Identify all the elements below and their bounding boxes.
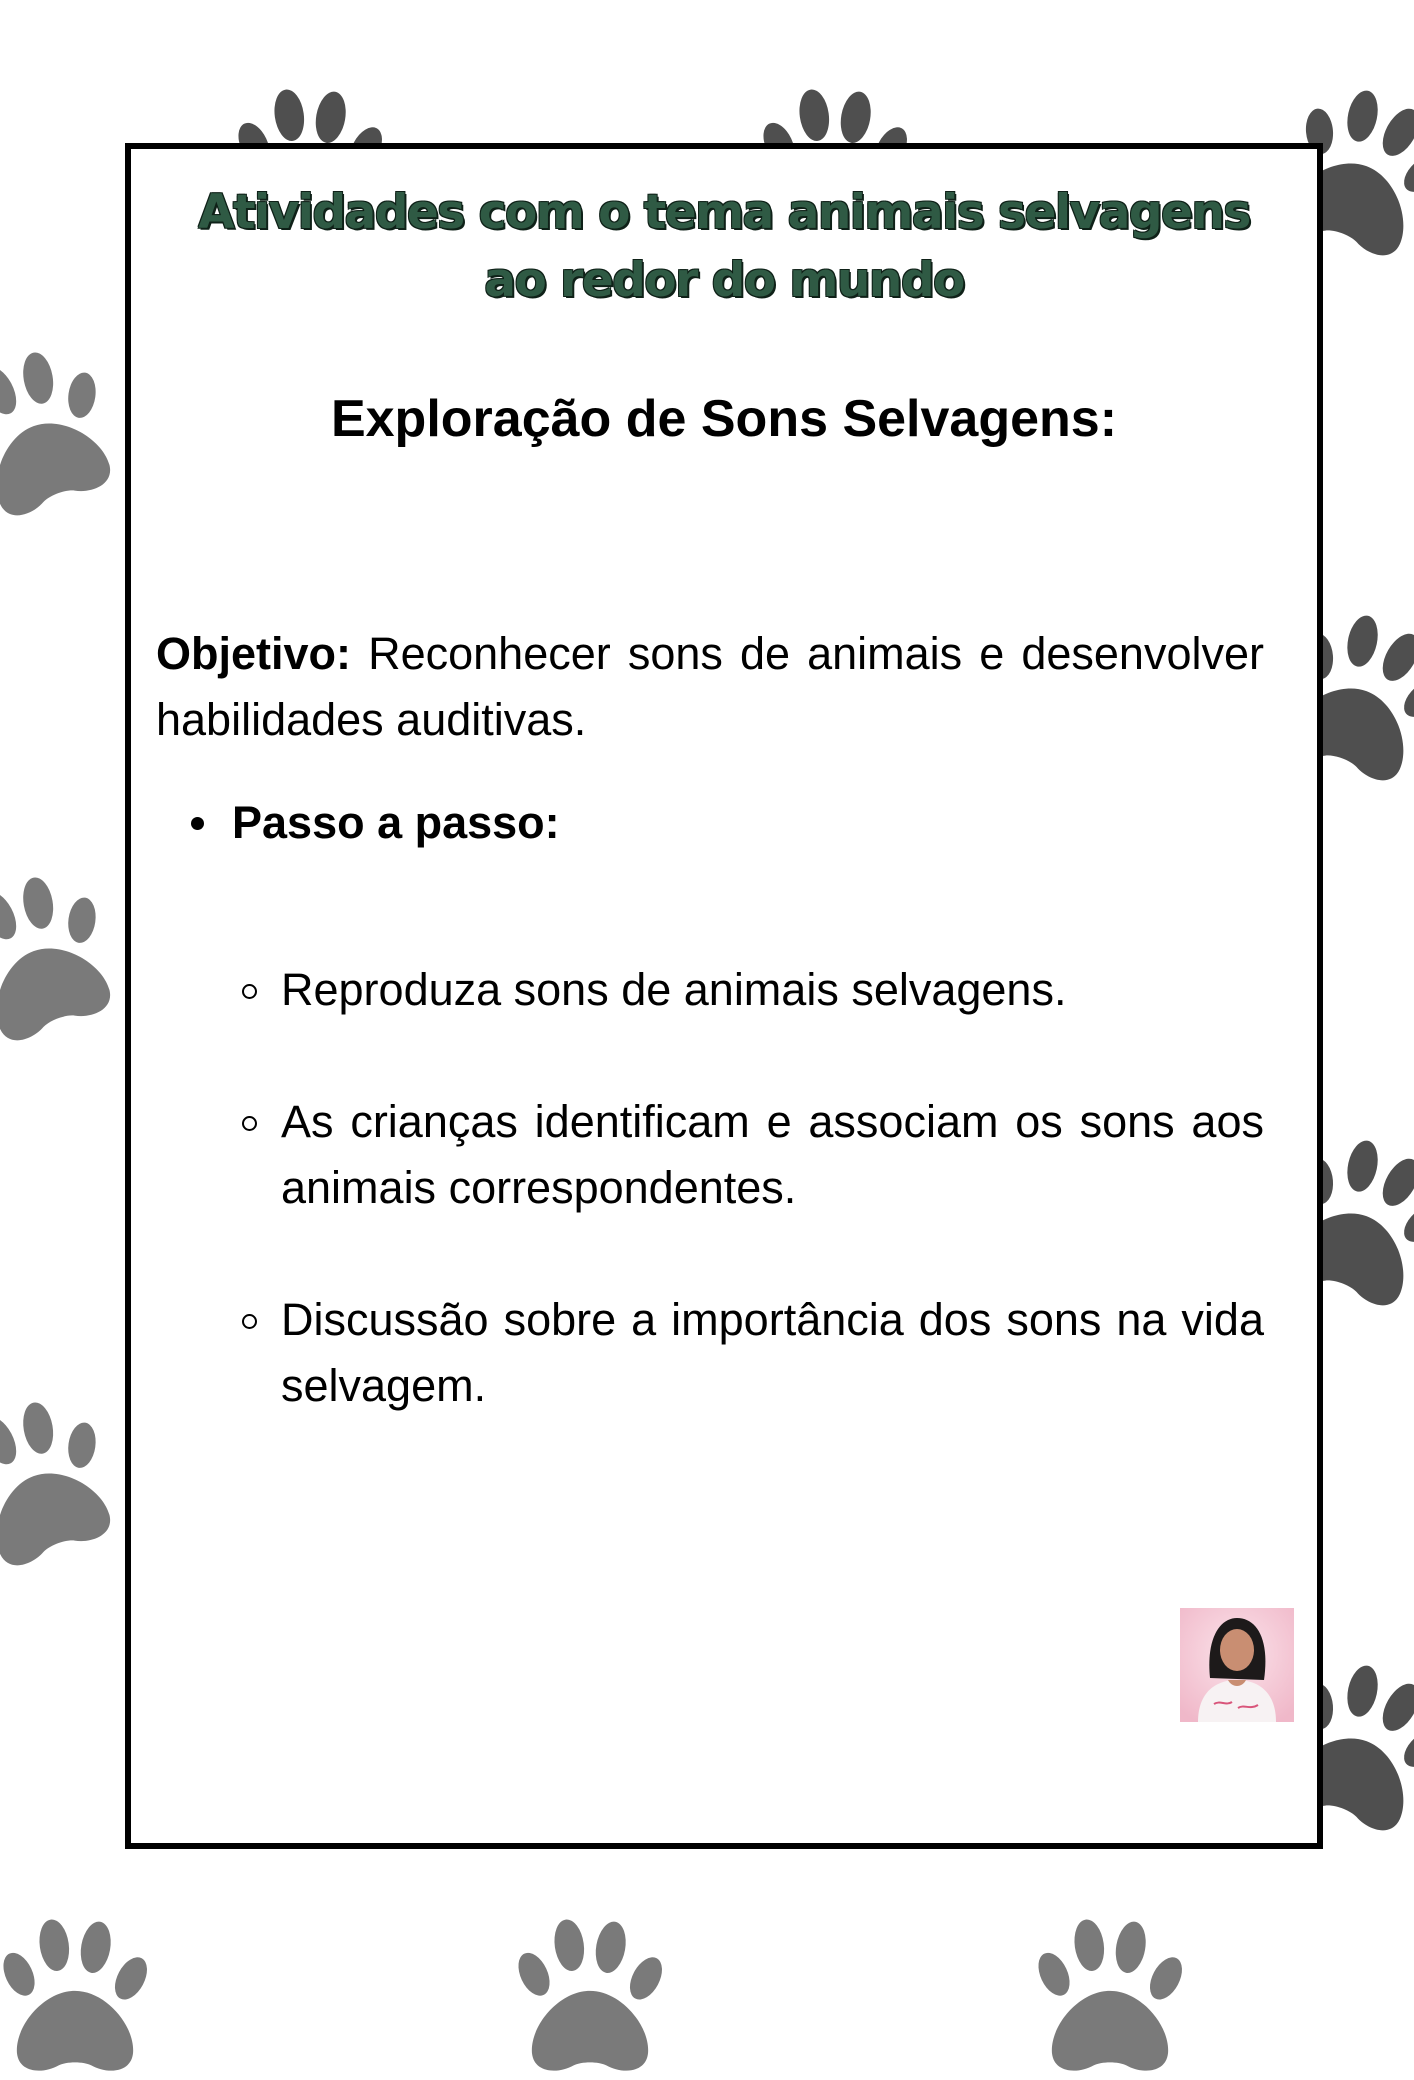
steps-heading	[191, 797, 560, 849]
paw-print-icon	[0, 321, 144, 539]
bullet-circle-icon	[242, 1314, 257, 1329]
step-item-text: Discussão sobre a importância dos sons na vida selvagem.	[281, 1294, 1264, 1411]
page-title-line-2: ao redor do mundo	[484, 253, 964, 308]
page-title-line-1: Atividades com o tema animais selvagens	[198, 185, 1250, 240]
paw-print-icon	[0, 1910, 160, 2080]
paw-print-icon	[505, 1910, 675, 2080]
bullet-disc-icon	[191, 817, 204, 830]
step-item-text: As crianças identificam e associam os sons aos animais correspondentes.	[281, 1096, 1264, 1213]
content-frame	[125, 143, 1323, 1849]
objective-text: Reconhecer sons de animais e desenvolver habilidades auditivas.	[156, 628, 1264, 745]
author-photo	[1180, 1608, 1294, 1722]
step-item-text: Reproduza sons de animais selvagens.	[281, 964, 1067, 1015]
objective-label: Objetivo:	[156, 628, 352, 679]
step-item	[281, 1089, 1264, 1221]
paw-print-icon	[1025, 1910, 1195, 2080]
step-item	[281, 1287, 1264, 1419]
steps-heading-label: Passo a passo:	[232, 797, 560, 848]
paw-print-icon	[0, 846, 144, 1064]
page-title	[161, 179, 1287, 315]
section-title: Exploração de Sons Selvagens:	[330, 390, 1118, 448]
objective-paragraph	[156, 621, 1264, 753]
step-item	[281, 957, 1264, 1023]
bullet-circle-icon	[242, 1116, 257, 1131]
paw-print-icon	[0, 1371, 144, 1589]
bullet-circle-icon	[242, 984, 257, 999]
